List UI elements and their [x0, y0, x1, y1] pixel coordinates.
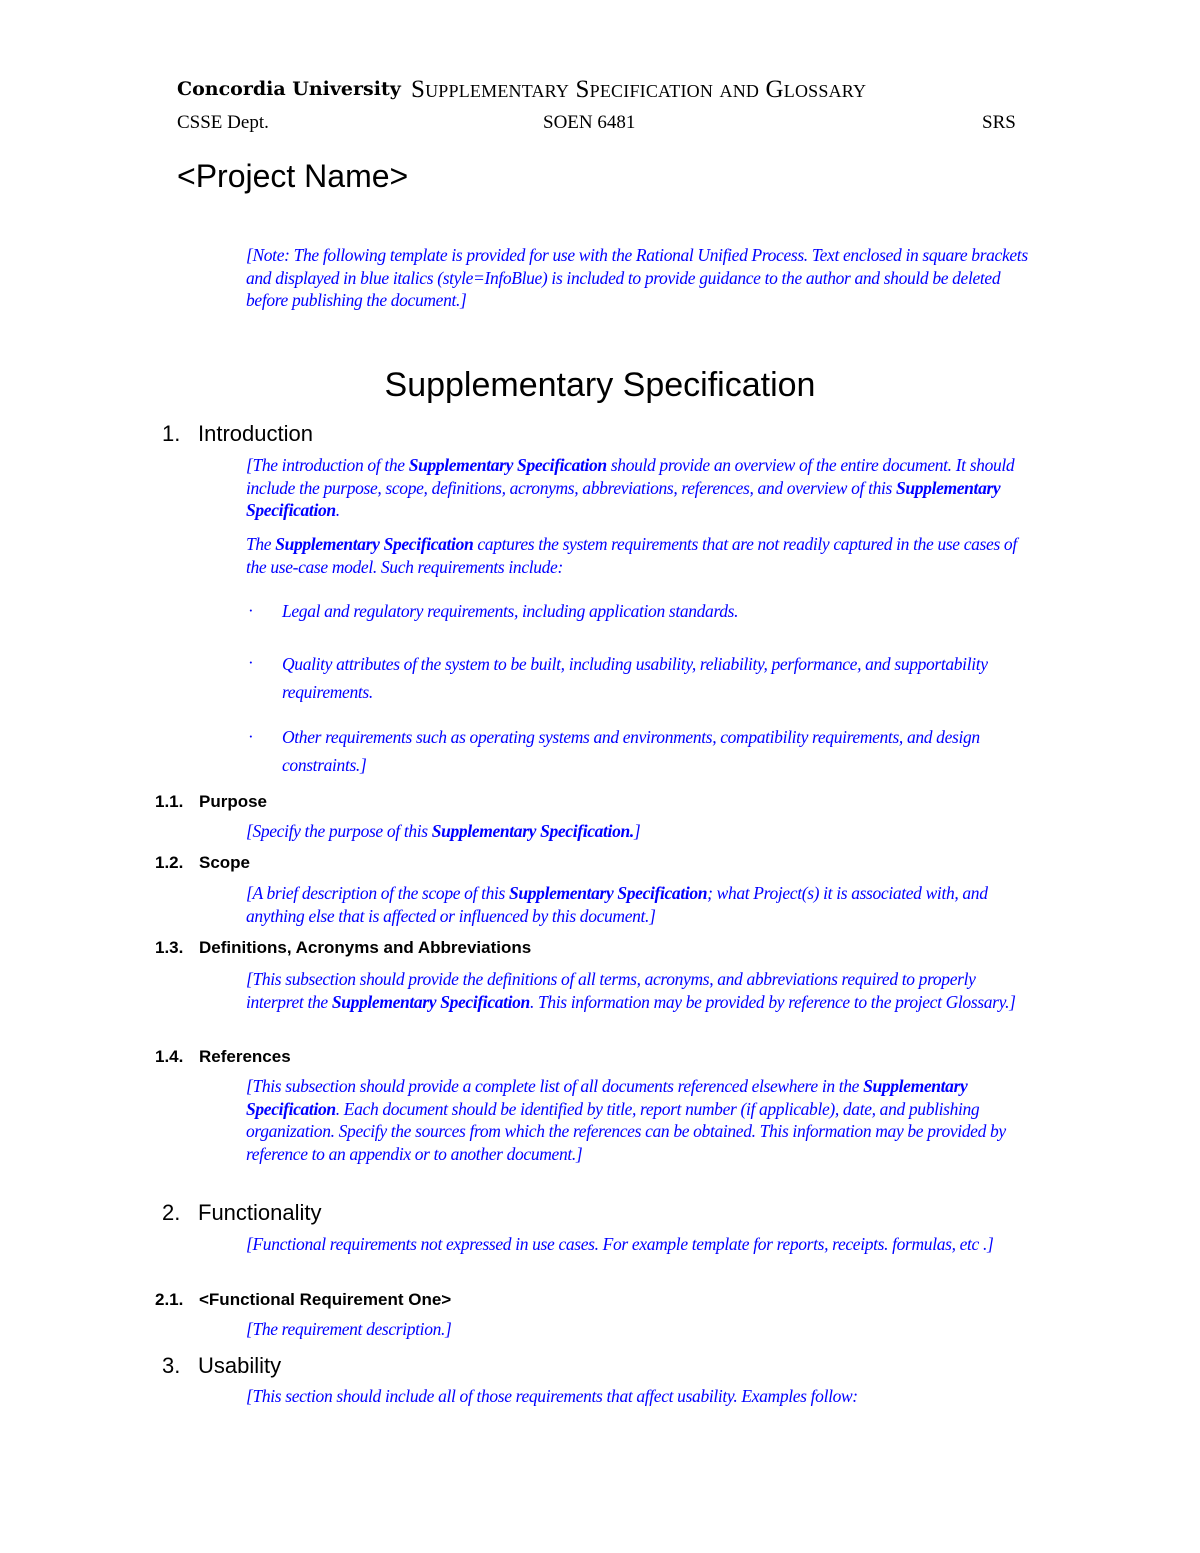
functionality-text: [Functional requirements not expressed in use cases. For example template for reports, receipts. formulas, etc .]	[246, 1234, 994, 1254]
header-document-type: SRS	[982, 112, 1016, 133]
heading-definitions: 1.3. Definitions, Acronyms and Abbreviations	[155, 938, 532, 957]
introduction-paragraph-2: The Supplementary Specification captures the system requirements that are not readily captured in the use cases of the use-case model. Such requirements include:	[246, 534, 1017, 577]
functional-requirement-text: [The requirement description.]	[246, 1319, 452, 1339]
heading-functionality: 2. Functionality	[162, 1200, 322, 1225]
term-supplementary-specification: Supplementary Specification	[408, 455, 607, 475]
term-supplementary-specification: Supplementary Specification	[246, 477, 1001, 520]
heading-functional-requirement-one: 2.1. <Functional Requirement One>	[155, 1290, 452, 1309]
heading-introduction	[162, 421, 313, 447]
heading-usability: 3. Usability	[162, 1353, 282, 1378]
bullet-marker: ·	[248, 727, 254, 746]
header-department: CSSE Dept.	[177, 112, 269, 133]
term-supplementary-specification: Supplementary Specification	[509, 883, 708, 903]
references-text: [This subsection should provide a complete list of all documents referenced elsewhere in the Supplementary Specification. Each document should be identified by title, report number (if applicable), date, and publishing organization. Specify the sources from which the references can be obtained. This information may be provided by reference to an appendix or to another document.]	[246, 1076, 1006, 1164]
heading-text: Introduction	[198, 421, 313, 446]
introduction-paragraph-1: [The introduction of the Supplementary Specification should provide an overview of the entire document. It should include the purpose, scope, definitions, acronyms, abbreviations, references, and overview of this Supplementary Specification.	[246, 455, 1015, 520]
bullet-quality-attributes: Quality attributes of the system to be built, including usability, reliability, performance, and supportability requirements.	[282, 654, 988, 702]
term-supplementary-specification: Supplementary Specification	[246, 1076, 968, 1119]
bullet-legal-requirements: Legal and regulatory requirements, including application standards.	[282, 601, 739, 621]
header-document-title: Supplementary Specification and Glossary	[411, 76, 867, 103]
heading-purpose: 1.1. Purpose	[155, 792, 268, 811]
header-course-code: SOEN 6481	[543, 112, 636, 133]
bullet-other-requirements: Other requirements such as operating systems and environments, compatibility requirements, and design constraints.]	[282, 727, 980, 775]
usability-text: [This section should include all of those requirements that affect usability. Examples follow:	[246, 1386, 858, 1406]
term-supplementary-specification: Supplementary Specification	[275, 534, 474, 554]
heading-references: 1.4. References	[155, 1047, 291, 1066]
heading-number: 1.	[162, 421, 181, 446]
main-title: Supplementary Specification	[384, 366, 816, 404]
bullet-marker: ·	[248, 601, 254, 620]
scope-text: [A brief description of the scope of this Supplementary Specification; what Project(s) it is associated with, and anything else that is affected or influenced by this document.]	[246, 883, 988, 926]
term-supplementary-specification: Supplementary Specification	[331, 991, 530, 1012]
purpose-text: [Specify the purpose of this Supplementary Specification.]	[246, 821, 641, 841]
definitions-text: [This subsection should provide the definitions of all terms, acronyms, and abbreviations required to properly interpret the Supplementary Specification. This information may be provided by reference to the project Glossary.]	[246, 969, 1016, 1012]
heading-scope: 1.2. Scope	[155, 853, 251, 872]
bullet-marker: ·	[248, 653, 254, 672]
header-organization: Concordia University	[177, 78, 401, 100]
template-note: [Note: The following template is provided for use with the Rational Unified Process. Text enclosed in square brackets and displayed in blue italics (style=InfoBlue) is included to provide guidance to the author and should be deleted before publishing the document.]	[246, 245, 1028, 310]
term-supplementary-specification: Supplementary Specification.	[431, 821, 634, 841]
project-name: <Project Name>	[177, 158, 409, 194]
